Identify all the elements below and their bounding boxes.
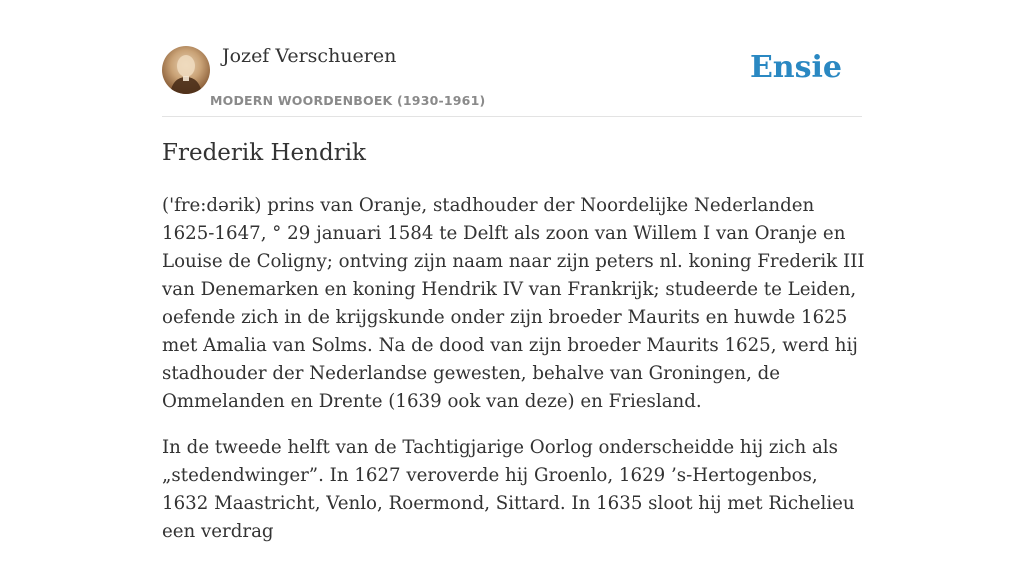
author-name[interactable]: Jozef Verschueren xyxy=(222,45,397,67)
article-paragraph: ('fre:dərik) prins van Oranje, stadhouder der Noordelijke Nederlanden 1625-1647, ° 29 januari 1584 te Delft als zoon van Willem I van Oranje en Louise de Coligny; ontving zijn naam naar zijn peters nl. koning Frederik III van Denemarken en koning Hendrik IV van Frankrijk; studeerde te Leiden, oefende zich in de krijgskunde onder zijn broeder Maurits en huwde 1625 met Amalia van Solms. Na de dood van zijn broeder Maurits 1625, werd hij stadhouder der Nederlandse gewesten, behalve van Groningen, de Ommelanden en Drente (1639 ook van deze) en Friesland. xyxy=(162,195,865,412)
header xyxy=(162,0,862,117)
article-body xyxy=(162,192,866,564)
page xyxy=(162,0,865,542)
author-avatar[interactable] xyxy=(162,46,210,94)
article-title: Frederik Hendrik xyxy=(162,140,366,166)
source-label[interactable]: MODERN WOORDENBOEK (1930-1961) xyxy=(210,93,486,108)
article-paragraph: In de tweede helft van de Tachtigjarige Oorlog onderscheidde hij zich als „stedendwinger”. In 1627 veroverde hij Groenlo, 1629 ’s-Hertogenbos, 1632 Maastricht, Venlo, Roermond, Sittard. In 1635 sloot hij met Richelieu een verdrag xyxy=(162,437,855,542)
brand-logo[interactable]: Ensie xyxy=(749,50,842,85)
portrait-icon xyxy=(162,46,210,94)
